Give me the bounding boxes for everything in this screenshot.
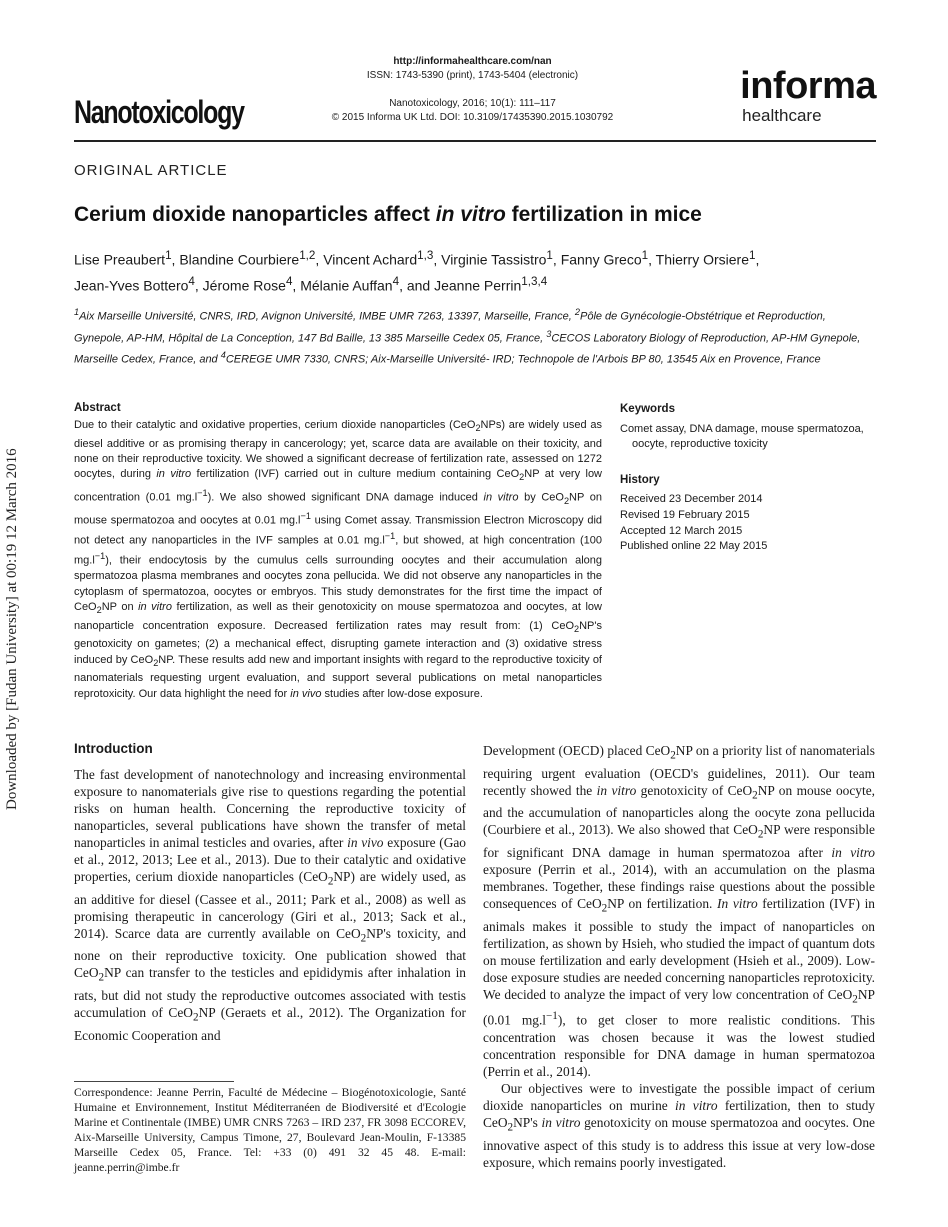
paragraph: Our objectives were to investigate the possible impact of cerium dioxide nanoparticles on murine in vitro fertilization, then to study CeO$_2$NP's in vitro genotoxicity on mouse spermatozoa and oocytes. One innovative aspect of this study is to address this issue at very low-dose exposure, which remains poorly investigated. (483, 1080, 876, 1170)
introduction-right-column (483, 742, 875, 1171)
affiliations: $^1$Aix Marseille Université, CNRS, IRD, Avignon Université, IMBE UMR 7263, 13397, Marseille, France, $^2$Pôle de Gynécologie-Obstétrique et Reproduction, Gynepole, AP-HM, Hôpital de La Conception, 147 Bd Baille, 13 385 Marseille Cedex 05, France, $^3$CECOS Laboratory Biology of Reproduction, AP-HM Gynepole, Marseille Cedex, France, and $^4$CEREGE UMR 7330, CNRS; Aix-Marseille Université- IRD; Technopole de l'Arbois BP 80, 13545 Aix en Provence, France (74, 307, 861, 366)
author: Virginie Tassistro (441, 251, 547, 268)
keywords-heading: Keywords (620, 403, 675, 415)
publisher-logo (740, 66, 876, 126)
citation: Nanotoxicology, 2016; 10(1): 111–117 (389, 98, 556, 109)
author: Lise Preaubert (74, 251, 166, 268)
publisher-sub: healthcare (742, 106, 822, 125)
journal-info (320, 55, 625, 125)
author: Fanny Greco (560, 251, 642, 268)
history-received: Received 23 December 2014 (620, 493, 763, 506)
footnote-rule (74, 1081, 234, 1082)
publisher-brand: informa (740, 65, 876, 107)
author-list: Lise Preaubert$^1$, Blandine Courbiere$^{1,2}$, Vincent Achard$^{1,3}$, Virginie Tassistro$^1$, Fanny Greco$^1$, Thierry Orsiere$^1$, Jean-Yves Bottero$^4$, Jérome Rose$^4$, Mélanie Auffan$^4$, and Jeanne Perrin$^{1,3,4}$ (74, 249, 760, 294)
author: Blandine Courbiere (179, 251, 300, 268)
introduction-heading: Introduction (74, 741, 153, 756)
keywords-text: Comet assay, DNA damage, mouse spermatozoa, oocyte, reproductive toxicity (620, 422, 864, 451)
paragraph: Development (OECD) placed CeO$_2$NP on a priority list of nanomaterials requiring urgent evaluation (OECD's guidelines, 2011). Our team recently showed the in vitro genotoxicity of CeO$_2$NP on mouse oocyte, and the accumulation of nanoparticles along the oocyte zona pellucida (Courbiere et al., 2013). We also showed that CeO$_2$NP were responsible for significant DNA damage in human spermatozoa after in vitro exposure (Perrin et al., 2014), with an accumulation on the plasma membranes. Together, these findings raise questions about the possible consequences of CeO$_2$NP on fertilization. In vitro fertilization (IVF) in animals makes it possible to study the impact of nanoparticles on fertilization, as shown by Hsieh, who studied the impact of quantum dots on mouse fertilization and early development (Hsieh et al., 2009). Low-dose exposure studies are needed concerning nanoparticles reprotoxicity. We decided to analyze the impact of very low concentration of CeO$_2$NP (0.01 $mg.l^{-1}$), to get closer to more realistic conditions. This concentration was chosen because it was the lowest studied concentration responsible for DNA damage in human spermatozoa (Perrin et al., 2014). (483, 743, 875, 1079)
issn: ISSN: 1743-5390 (print), 1743-5404 (electronic) (366, 70, 579, 81)
author: Jérome Rose (202, 277, 286, 294)
author: Vincent Achard (323, 251, 418, 268)
history-revised: Revised 19 February 2015 (620, 508, 750, 521)
correspondence-footnote: Correspondence: Jeanne Perrin, Faculté de Médecine – Biogénotoxicologie, Santé Humaine et Environnement, Institut Méditerranéen de Biodiversité et d'Ecologie Marine et Continentale (IMBE) UMR CNRS 7263 – IRD 237, FR 3098 ECCOREV, Aix-Marseille University, Campus Timone, 27, Boulevard Jean-Moulin, F-13385 Marseille Cedex 05, France. Tel: +33 (0) 491 32 45 48. E-mail: jeanne.perrin@imbe.fr (74, 1086, 466, 1174)
author: Mélanie Auffan (300, 277, 393, 294)
history-published: Published online 22 May 2015 (620, 540, 768, 553)
download-watermark (4, 430, 24, 810)
copyright-doi: © 2015 Informa UK Ltd. DOI: 10.3109/17435390.2015.1030792 (331, 112, 614, 123)
history-heading: History (620, 473, 660, 486)
abstract-text: Due to their catalytic and oxidative properties, cerium dioxide nanoparticles (CeO$_2$NPs) are widely used as diesel additive or as promising therapy in cancerology; yet, scarce data are available on their toxicity, and none on their reproductive toxicity. We showed a significant decrease of fertilization rate, assessed on 1272 oocytes, during in vitro fertilization (IVF) carried out in culture medium containing CeO$_2$NP at very low concentration (0.01 $mg.l^{-1}$). We also showed significant DNA damage induced in vitro by CeO$_2$NP on mouse spermatozoa and oocytes at 0.01 $mg.l^{-1}$ using Comet assay. Transmission Electron Microscopy did not detect any nanoparticles in the IVF samples at 0.01 $mg.l^{-1}$, but showed, at high concentration (100 $mg.l^{-1}$), their endocytosis by the cumulus cells surrounding oocytes and their accumulation along spermatozoa plasma membranes and oocytes zona pellucida. We did not observe any nanoparticles in the cytoplasm of spermatozoa, oocytes or embryos. This study demonstrates for the first time the impact of CeO$_2$NP on in vitro fertilization, as well as their genotoxicity on mouse spermatozoa and oocytes, at low nanoparticle concentration exposure. Decreased fertilization rates may result from: (1) CeO$_2$NP's genotoxicity on gametes; (2) a mechanical effect, disrupting gamete interaction and (3) oxidative stress induced by CeO$_2$NP. These results add new and important insights with regard to the reproductive toxicity of nanomaterials requesting urgent evaluation, and support several publications on metal nanoparticles reprotoxicity. Our data highlight the need for in vivo studies after low-dose exposure. (74, 419, 603, 700)
author: Thierry Orsiere (655, 251, 749, 268)
author: and Jeanne Perrin (406, 277, 522, 294)
journal-url[interactable]: http://informahealthcare.com/nan (393, 56, 552, 67)
article-type: ORIGINAL ARTICLE (74, 162, 228, 179)
journal-name: Nanotoxicology (74, 94, 244, 130)
abstract-heading: Abstract (74, 402, 121, 414)
introduction-left-column: The fast development of nanotechnology and increasing environmental exposure to nanomaterials give rise to questions regarding the potential risks on human health. Concerning the reproductive toxicity of nanoparticles, several publications have shown the transfer of metal nanoparticles in animal testicles and ovaries, after in vivo exposure (Gao et al., 2012, 2013; Lee et al., 2013). Due to their catalytic and oxidative properties, cerium dioxide nanoparticles (CeO$_2$NP) are widely used, as an additive for diesel (Cassee et al., 2011; Park et al., 2008) as well as promising therapeutic in cancerology (Giri et al., 2013; Sack et al., 2014). Scarce data are currently available on CeO$_2$NP's toxicity, and none on their reproductive toxicity. One publication showed that CeO$_2$NP can transfer to the testicles and epididymis after inhalation in rats, but did not study the reproductive outcomes associated with testis accumulation of CeO$_2$NP (Geraets et al., 2012). The Organization for Economic Cooperation and (74, 767, 467, 1043)
author: Jean-Yves Bottero (74, 277, 189, 294)
header-rule (74, 140, 876, 142)
article-meta (620, 402, 880, 555)
history-accepted: Accepted 12 March 2015 (620, 524, 743, 537)
article-title: Cerium dioxide nanoparticles affect in vitro fertilization in mice (74, 203, 702, 226)
download-watermark-text: Downloaded by [Fudan University] at 00:19 12 March 2016 (4, 448, 20, 810)
